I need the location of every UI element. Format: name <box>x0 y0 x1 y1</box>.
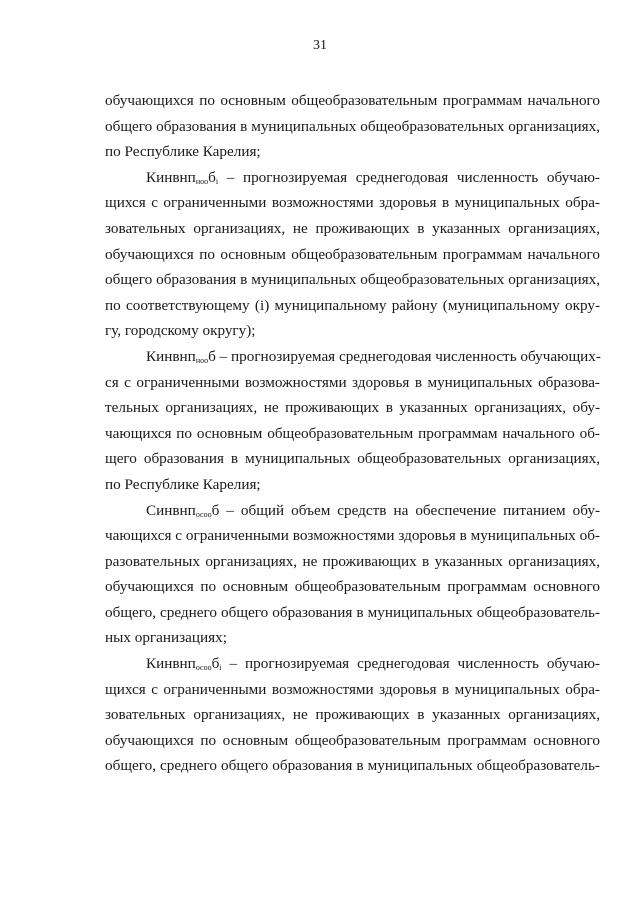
text-line: $Кинвнп_{ноо}б_i$ – прогнозируемая среднегодовая численность обучаю- <box>146 168 600 186</box>
paragraph <box>105 88 600 165</box>
paragraph <box>105 651 600 779</box>
page-number: 31 <box>313 38 327 53</box>
text-line: общего, среднего общего образования в муниципальных общеобразователь- <box>105 757 600 775</box>
text-line: общего образования в муниципальных общеобразовательных организациях, <box>105 271 600 289</box>
text-line: гу, городскому округу); <box>105 322 256 340</box>
term-symbol: Кинвнп$_{ноо}$б <box>146 347 216 365</box>
text-line: по Республике Карелия; <box>105 475 261 493</box>
text-line: щихся с ограниченными возможностями здоровья в муниципальных обра- <box>105 680 600 698</box>
text-line: Кинвнп$_{ноо}$б – прогнозируемая среднегодовая численность обучающих- <box>146 347 601 365</box>
text-line: обучающихся по основным общеобразовательным программам основного <box>105 731 600 749</box>
paragraph <box>105 344 600 498</box>
text-line: общего образования в муниципальных общеобразовательных организациях, <box>105 117 600 135</box>
text-line: Синвнп$_{осоо}$б – общий объем средств на обеспечение питанием обу- <box>146 501 600 519</box>
text-line: обучающихся по основным общеобразовательным программам начального <box>105 92 600 109</box>
text-line: общего, среднего общего образования в муниципальных общеобразователь- <box>105 603 600 621</box>
text-line: зовательных организациях, не проживающих в указанных организациях, <box>105 219 600 237</box>
term-symbol: $Кинвнп_{ноо}б_i$ <box>146 168 219 186</box>
text-line: щего образования в муниципальных общеобразовательных организациях, <box>105 450 600 468</box>
text-line: зовательных организациях, не проживающих в указанных организациях, <box>105 706 600 724</box>
text-line: щихся с ограниченными возможностями здоровья в муниципальных обра- <box>105 194 600 212</box>
text-line: по соответствующему (i) муниципальному району (муниципальному окру- <box>105 296 600 314</box>
term-symbol: $Кинвнп_{осоо}б_i$ <box>146 655 222 673</box>
text-line: по Республике Карелия; <box>105 143 261 161</box>
text-line: ся с ограниченными возможностями здоровья в муниципальных образова- <box>105 373 600 391</box>
text-line: обучающихся по основным общеобразовательным программам начального <box>105 245 600 263</box>
text-line: чающихся по основным общеобразовательным программам начального об- <box>105 424 600 442</box>
text-line: обучающихся по основным общеобразовательным программам основного <box>105 578 600 596</box>
paragraph <box>105 165 600 344</box>
paragraph <box>105 498 600 652</box>
text-line: разовательных организациях, не проживающих в указанных организациях, <box>105 552 600 570</box>
text-line: тельных организациях, не проживающих в указанных организациях, обу- <box>105 399 600 417</box>
text-line: ных организациях; <box>105 629 227 647</box>
document-body <box>105 88 600 779</box>
term-symbol: Синвнп$_{осоо}$б <box>146 501 220 519</box>
text-line: $Кинвнп_{осоо}б_i$ – прогнозируемая среднегодовая численность обучаю- <box>146 655 600 673</box>
text-line: чающихся с ограниченными возможностями здоровья в муниципальных об- <box>105 527 600 545</box>
